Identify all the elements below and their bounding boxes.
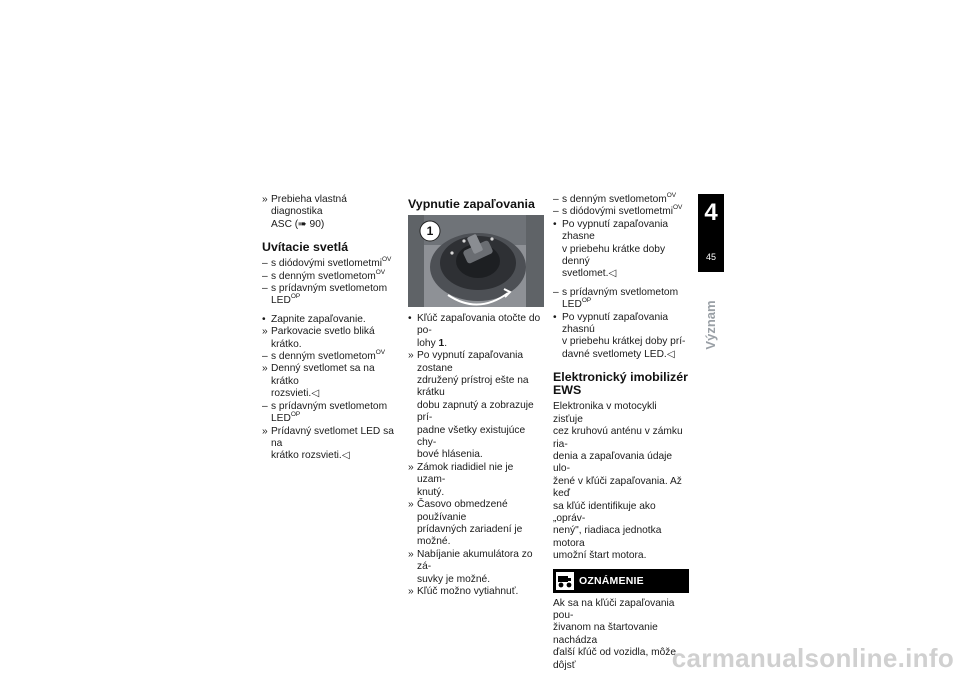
chapter-number: 4 — [704, 199, 718, 226]
result-line: » Prebieha vlastná diagnostika ASC (➠ 90) — [262, 194, 347, 230]
callout-number: 1 — [426, 224, 434, 238]
condition-line: – s diódovými svetlometmi$^{OV}$ — [262, 256, 392, 270]
section-heading-welcome-lights: Uvítacie svetlá — [262, 240, 349, 255]
watermark: carmanualsonline.info — [671, 643, 954, 673]
ignition-switch-photo — [408, 215, 544, 307]
result-line: » Denný svetlomet sa na krátko rozsvieti.◁ — [262, 363, 375, 400]
step-line: • Po vypnutí zapaľovania zhasne v priebehu krátke doby denný svetlomet.◁ — [553, 218, 669, 280]
condition-line: – s prídavným svetlometom $LED^{OP}$ — [553, 286, 679, 311]
result-line: » Časovo obmedzené používanie prídavných zariadení je možné. — [408, 499, 523, 548]
notice-icon — [556, 572, 574, 590]
result-line: » Nabíjanie akumulátora zo zá- suvky je možné. — [408, 548, 533, 585]
result-line: » Kľúč možno vytiahnuť. — [408, 585, 519, 597]
step-line: • Zapnite zapaľovanie. — [262, 313, 366, 325]
motorcycle-notice-icon — [556, 572, 574, 590]
notice-banner — [553, 569, 689, 593]
section-heading-immobilizer: Elektronický imobilizér EWS — [553, 370, 688, 398]
result-line: » Prídavný svetlomet LED sa na krátko rozsvieti.◁ — [262, 425, 394, 462]
step-line: • Po vypnutí zapaľovania zhasnú v priebehu krátkej doby prí- davné svetlomety LED.◁ — [553, 311, 686, 360]
result-line: » Parkovacie svetlo bliká krátko. — [262, 326, 375, 350]
chapter-tab — [698, 194, 724, 272]
condition-line: – s prídavným svetlometom $LED^{OP}$ — [262, 283, 388, 307]
column-right — [553, 194, 689, 672]
condition-line: – s prídavným svetlometom $LED^{OP}$ — [262, 400, 388, 425]
section-heading-ignition-off: Vypnutie zapaľovania — [408, 197, 535, 211]
notice-paragraph: Ak sa na kľúči zapaľovania pou- živanom na štartovanie nachádza ďalší kľúč od vozidla, môže dôjsť — [553, 597, 677, 671]
column-middle — [408, 194, 544, 598]
condition-line: – s denným svetlometom$^{OV}$ — [262, 349, 386, 363]
condition-line: – s diódovými svetlometmi$^{OV}$ — [553, 204, 683, 218]
chapter-title-vertical: Význam — [702, 300, 718, 350]
condition-line: – s denným svetlometom$^{OV}$ — [262, 268, 386, 282]
condition-line: – s denným svetlometom$^{OV}$ — [553, 192, 677, 205]
notice-label: OZNÁMENIE — [579, 574, 644, 587]
result-line: » Po vypnutí zapaľovania zostane združený prístroj ešte na krátku dobu zapnutý a zobrazuje prí- padne všetky existujúce chy- bové hlásenia. — [408, 350, 534, 461]
result-line: » Zámok riadidiel nie je uzam- knutý. — [408, 461, 514, 498]
step-line: • Kľúč zapaľovania otočte do po- lohy 1. — [408, 313, 541, 349]
page-number: 45 — [705, 252, 716, 262]
immobilizer-paragraph: Elektronika v motocykli zisťuje cez kruhovú anténu v zámku ria- denia a zapaľovania údaje ulo- žené v kľúči zapaľovania. Až keď sa kľúč identifikuje ako „opráv- nený", riadiaca jednotka motora umožní štart motora. — [553, 401, 683, 562]
column-left — [262, 194, 394, 463]
